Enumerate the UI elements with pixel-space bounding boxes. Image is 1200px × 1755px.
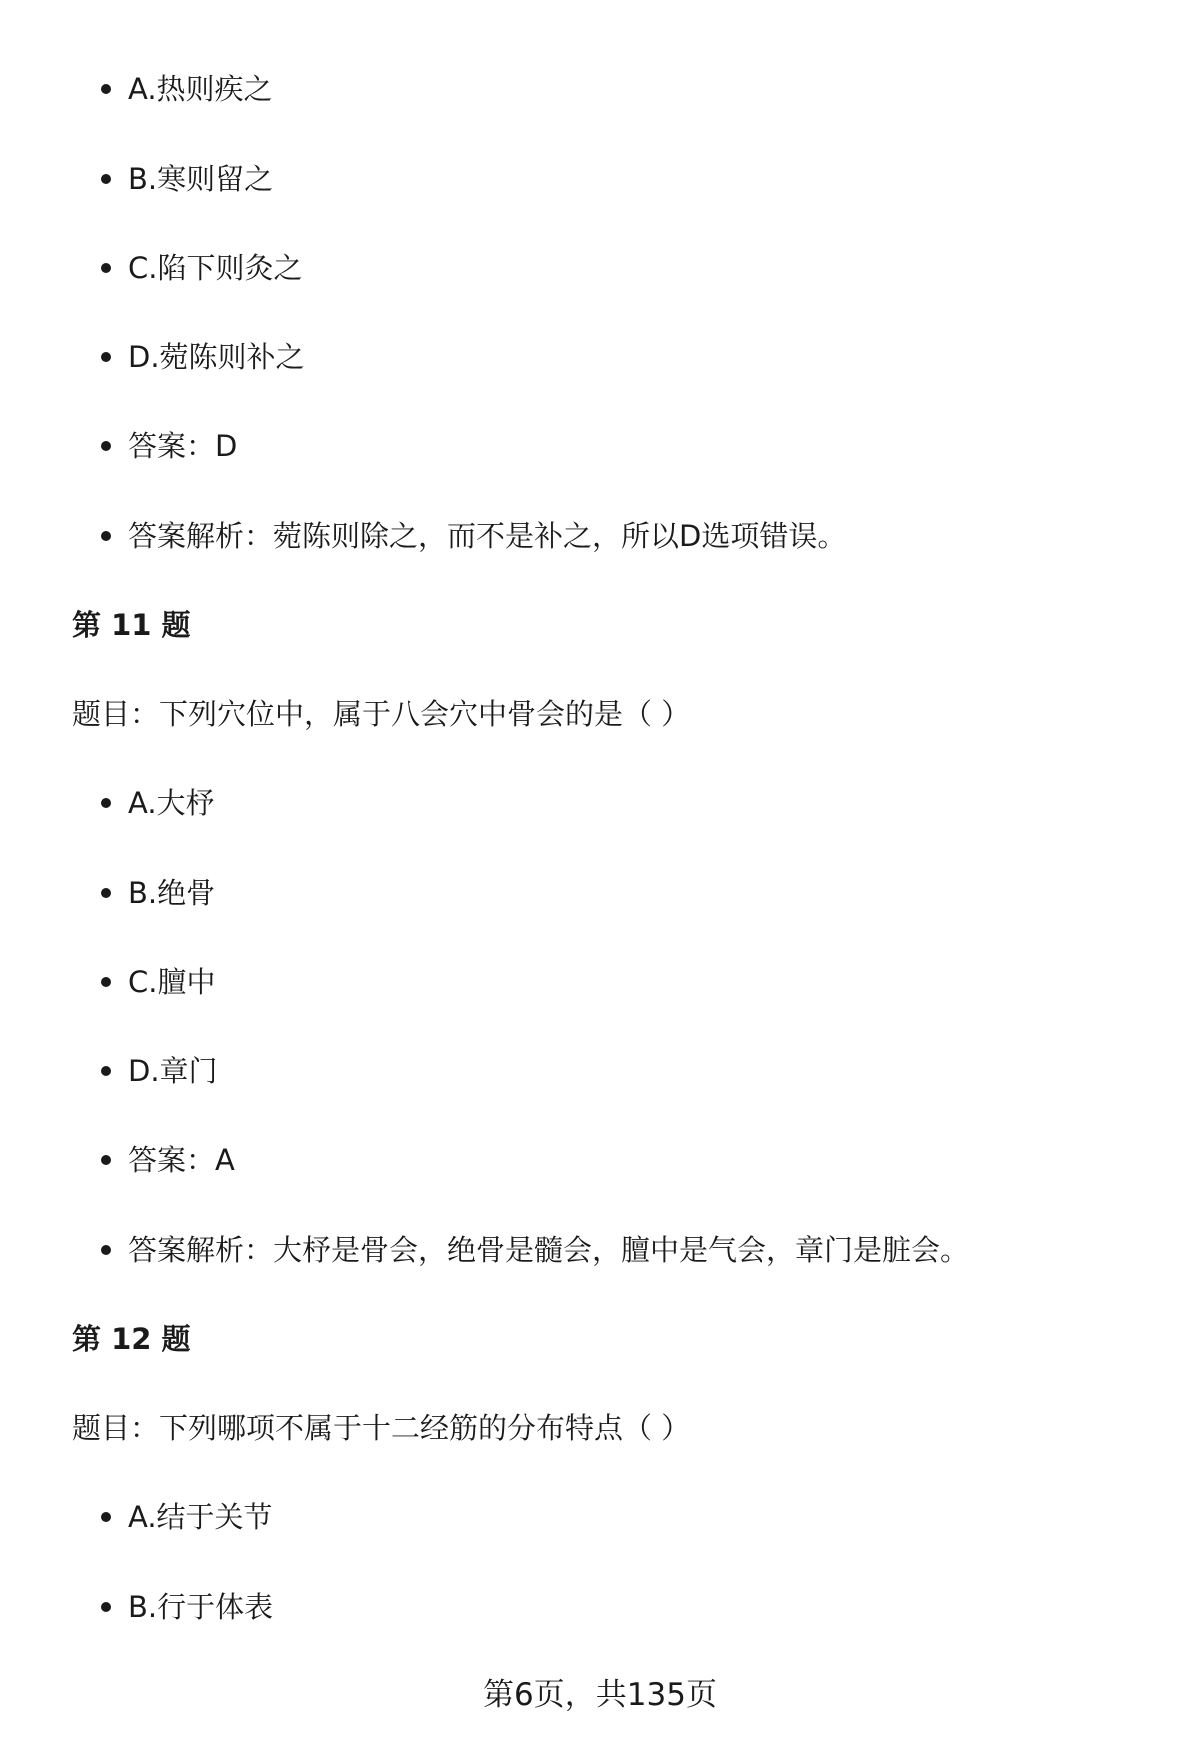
q12-heading: 第 12 题 xyxy=(72,1322,191,1356)
option-text: A.大杼 xyxy=(128,786,215,820)
q11-option-d xyxy=(128,1046,218,1096)
page-number: 第6页，共135页 xyxy=(483,1677,717,1713)
option-text: A.结于关节 xyxy=(128,1500,273,1534)
answer-text: 答案：D xyxy=(128,429,238,463)
bullet-icon xyxy=(101,352,111,362)
q10-answer xyxy=(128,421,237,471)
q10-option-c xyxy=(128,243,302,293)
explanation-text: 答案解析：大杼是骨会，绝骨是髓会，膻中是气会，章门是脏会。 xyxy=(128,1233,970,1267)
q12-option-a xyxy=(128,1492,273,1542)
q11-answer xyxy=(128,1135,235,1185)
q11-option-c xyxy=(128,957,215,1007)
bullet-icon xyxy=(101,1066,111,1076)
bullet-icon xyxy=(101,441,111,451)
option-text: B.绝骨 xyxy=(128,876,216,910)
q10-option-b xyxy=(128,154,273,204)
q11-option-b xyxy=(128,868,215,918)
bullet-icon xyxy=(101,263,111,273)
q11-option-a xyxy=(128,778,215,828)
q10-explanation xyxy=(128,511,846,561)
answer-text: 答案：A xyxy=(128,1143,235,1177)
bullet-icon xyxy=(101,888,111,898)
bullet-icon xyxy=(101,1602,111,1612)
q11-question: 题目：下列穴位中，属于八会穴中骨会的是（ ） xyxy=(72,697,691,731)
bullet-icon xyxy=(101,1245,111,1255)
bullet-icon xyxy=(101,977,111,987)
q10-option-d xyxy=(128,332,305,382)
bullet-icon xyxy=(101,798,111,808)
option-text: B.寒则留之 xyxy=(128,162,274,196)
q11-heading: 第 11 题 xyxy=(72,608,191,642)
q12-option-b xyxy=(128,1582,273,1632)
option-text: B.行于体表 xyxy=(128,1590,274,1624)
option-text: D.章门 xyxy=(128,1054,218,1088)
bullet-icon xyxy=(101,1155,111,1165)
q10-option-a xyxy=(128,64,273,114)
option-text: C.膻中 xyxy=(128,965,216,999)
option-text: C.陷下则灸之 xyxy=(128,251,303,285)
bullet-icon xyxy=(101,84,111,94)
option-text: D.菀陈则补之 xyxy=(128,340,305,374)
q11-explanation xyxy=(128,1225,969,1275)
bullet-icon xyxy=(101,1512,111,1522)
option-text: A.热则疾之 xyxy=(128,72,273,106)
bullet-icon xyxy=(101,174,111,184)
bullet-icon xyxy=(101,531,111,541)
explanation-text: 答案解析：菀陈则除之，而不是补之，所以D选项错误。 xyxy=(128,519,847,553)
q12-question: 题目：下列哪项不属于十二经筋的分布特点（ ） xyxy=(72,1411,691,1445)
